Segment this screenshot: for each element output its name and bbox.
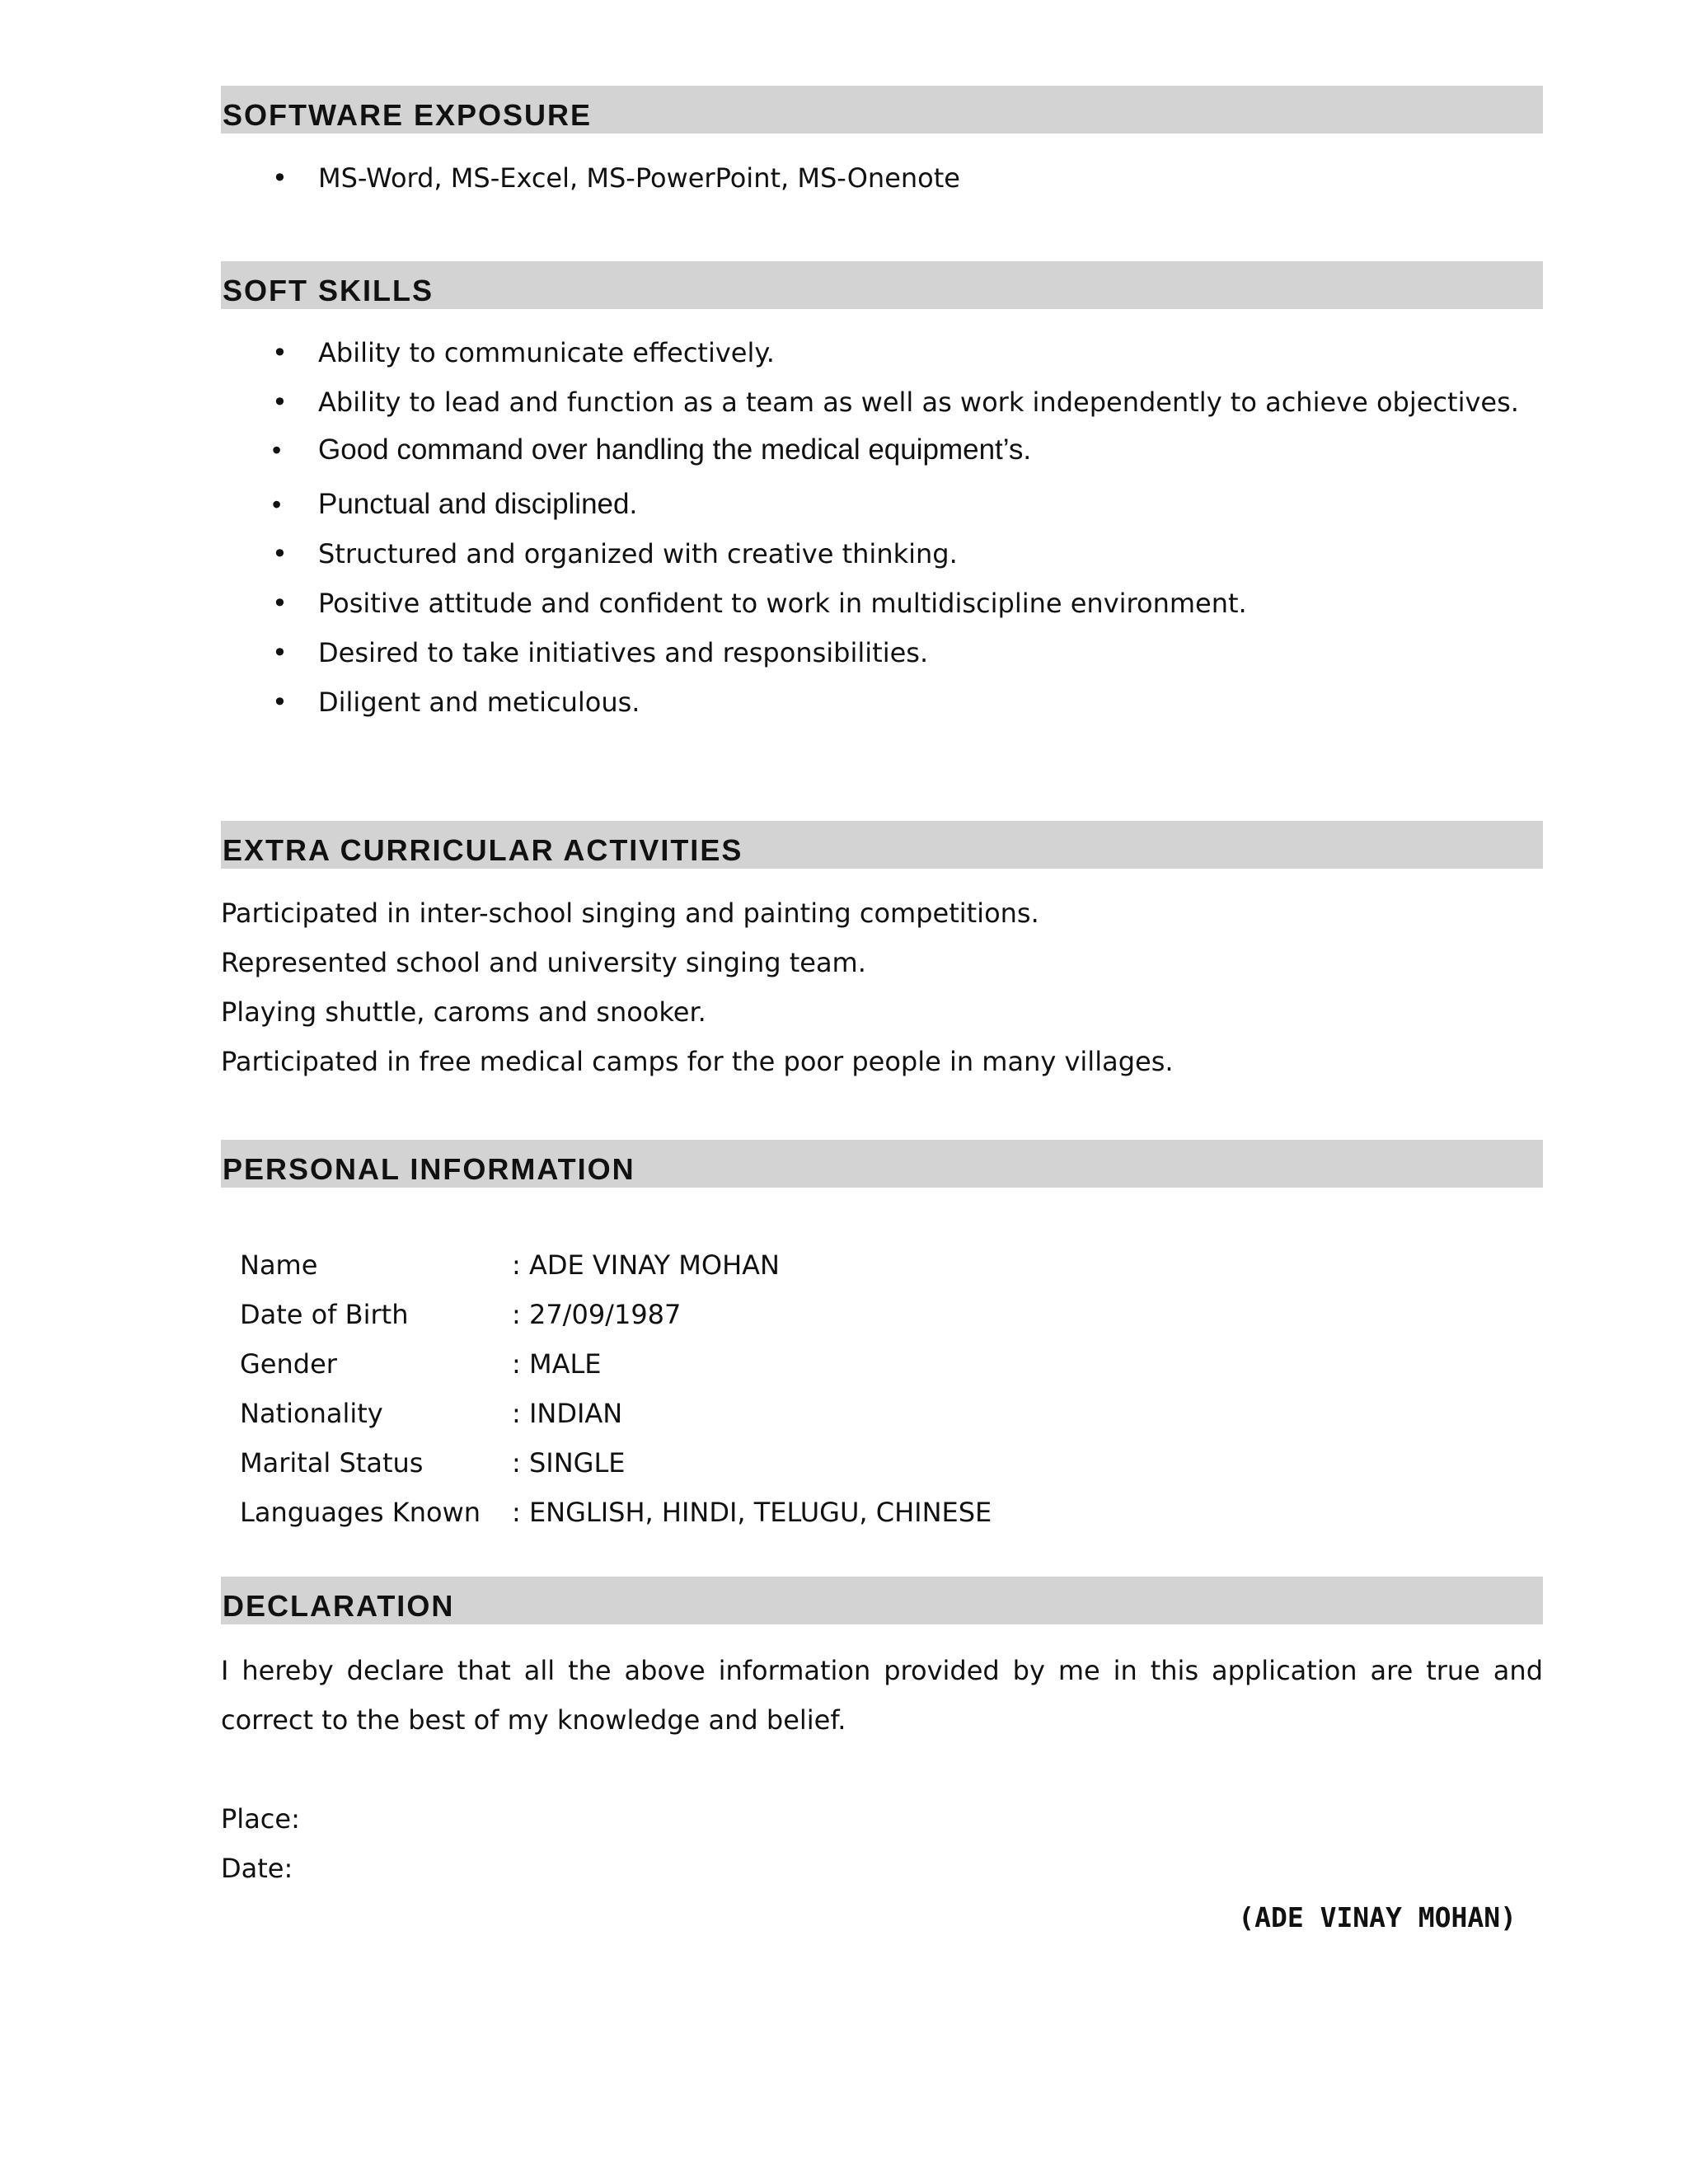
- activity-line: Participated in free medical camps for the poor people in many villages.: [221, 1046, 1174, 1077]
- soft-skills-list: [221, 335, 1543, 720]
- bullet-icon: •: [272, 435, 282, 465]
- activity-line: Playing shuttle, caroms and snooker.: [221, 996, 706, 1028]
- list-item: [221, 432, 1543, 468]
- info-value: : 27/09/1987: [512, 1299, 682, 1330]
- info-value: : MALE: [512, 1348, 602, 1380]
- info-value: : SINGLE: [512, 1447, 626, 1479]
- list-item: [221, 486, 1543, 523]
- info-label: Date of Birth: [240, 1299, 409, 1330]
- section-title: EXTRA CURRICULAR ACTIVITIES: [223, 833, 743, 867]
- list-item-text: Ability to communicate effectively.: [318, 337, 775, 368]
- info-row: [240, 1240, 992, 1290]
- list-item: [221, 160, 1543, 196]
- info-row: [240, 1488, 992, 1537]
- section-header-extra-curricular: [221, 821, 1543, 869]
- list-item-text: MS-Word, MS-Excel, MS-PowerPoint, MS-Onenote: [318, 162, 960, 194]
- bullet-icon: •: [272, 387, 288, 418]
- list-item: [221, 335, 1543, 371]
- list-item: [221, 384, 1543, 420]
- list-item-text: Positive attitude and confident to work in multidiscipline environment.: [318, 588, 1247, 619]
- info-value: : INDIAN: [512, 1398, 623, 1429]
- bullet-icon: •: [272, 162, 288, 194]
- activity-line: Represented school and university singing team.: [221, 947, 866, 978]
- info-row: [240, 1290, 992, 1339]
- list-item-text: Diligent and meticulous.: [318, 687, 640, 718]
- section-header-soft-skills: [221, 261, 1543, 309]
- list-item: [221, 536, 1543, 572]
- info-label: Gender: [240, 1348, 337, 1380]
- info-row: [240, 1339, 992, 1389]
- bullet-icon: •: [272, 538, 288, 569]
- software-list: [221, 160, 1543, 196]
- list-item-text: Ability to lead and function as a team as well as work independently to achieve objectives.: [318, 387, 1519, 418]
- list-item-text: Structured and organized with creative thinking.: [318, 538, 958, 569]
- bullet-icon: •: [272, 490, 282, 519]
- section-header-personal-information: [221, 1140, 1543, 1188]
- extra-curricular-lines: [221, 888, 1543, 1086]
- info-row: [240, 1438, 992, 1488]
- bullet-icon: •: [272, 588, 288, 619]
- bullet-icon: •: [272, 337, 288, 368]
- date-label: Date:: [221, 1853, 293, 1884]
- list-item: [221, 684, 1543, 720]
- section-title: SOFT SKILLS: [223, 274, 434, 307]
- declaration-text: I hereby declare that all the above information provided by me in this application are true and correct to the best of my knowledge and belief.: [221, 1655, 1543, 1736]
- place-label: Place:: [221, 1803, 300, 1835]
- info-value: : ENGLISH, HINDI, TELUGU, CHINESE: [512, 1497, 992, 1528]
- list-item: [221, 635, 1543, 671]
- bullet-icon: •: [272, 637, 288, 668]
- section-header-software-exposure: [221, 86, 1543, 134]
- info-row: [240, 1389, 992, 1438]
- info-label: Nationality: [240, 1398, 383, 1429]
- info-label: Languages Known: [240, 1497, 481, 1528]
- info-label: Marital Status: [240, 1447, 424, 1479]
- section-title: PERSONAL INFORMATION: [223, 1152, 635, 1186]
- section-header-declaration: [221, 1577, 1543, 1624]
- list-item: [221, 585, 1543, 621]
- section-title: SOFTWARE EXPOSURE: [223, 98, 593, 132]
- bullet-icon: •: [272, 687, 288, 718]
- signature-name: (ADE VINAY MOHAN): [1238, 1901, 1517, 1933]
- section-title: DECLARATION: [223, 1589, 455, 1623]
- list-item-text: Desired to take initiatives and responsibilities.: [318, 637, 929, 668]
- activity-line: Participated in inter-school singing and painting competitions.: [221, 898, 1039, 929]
- list-item-text: Punctual and disciplined.: [318, 488, 638, 520]
- info-label: Name: [240, 1249, 318, 1281]
- personal-info-table: [240, 1240, 992, 1537]
- info-value: : ADE VINAY MOHAN: [512, 1249, 780, 1281]
- list-item-text: Good command over handling the medical equipment’s.: [318, 434, 1032, 466]
